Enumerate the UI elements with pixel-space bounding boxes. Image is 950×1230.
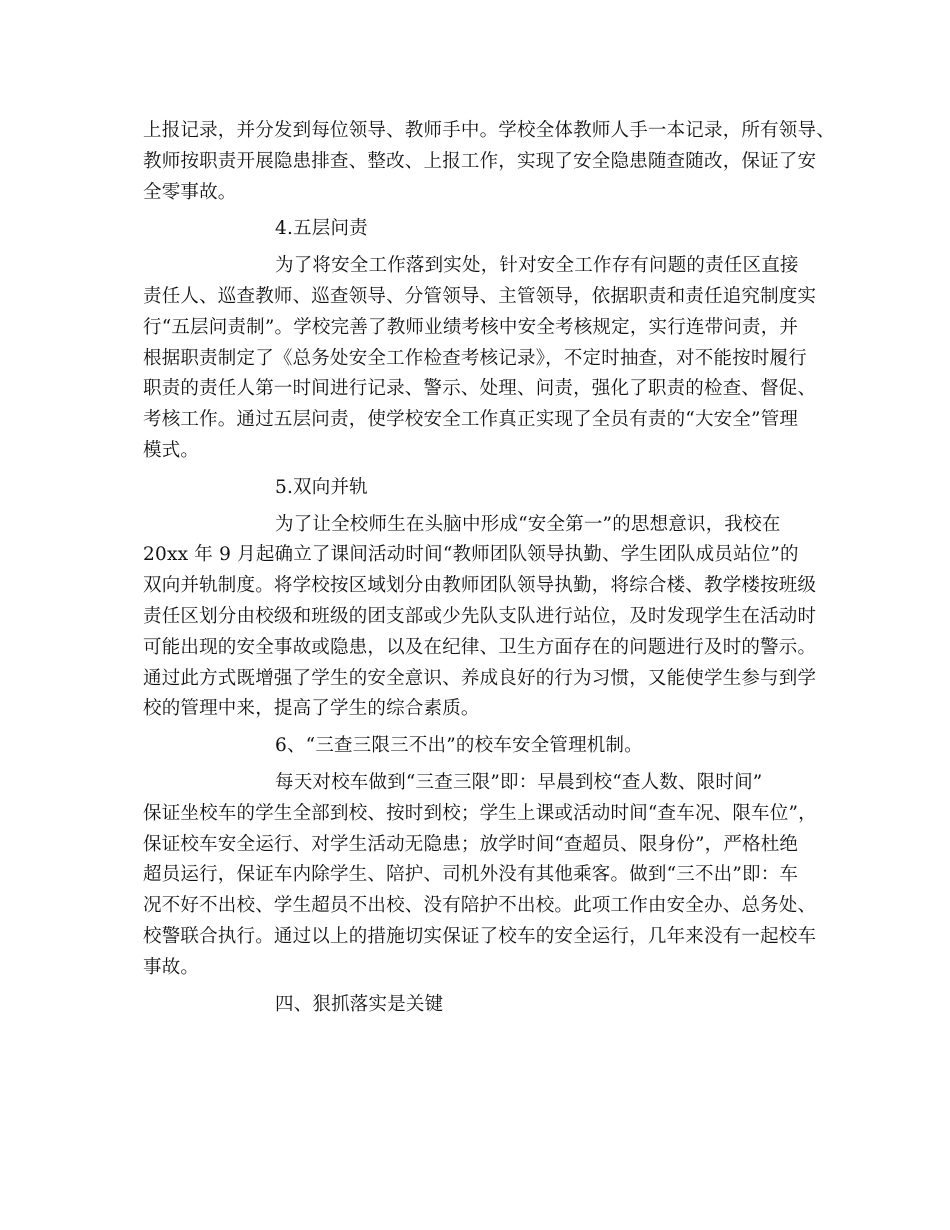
paragraph-line: 校警联合执行。通过以上的措施切实保证了校车的安全运行，几年来没有一起校车 xyxy=(143,925,817,947)
paragraph-line: 责任区划分由校级和班级的团支部或少先队支队进行站位，及时发现学生在活动时 xyxy=(143,605,817,627)
paragraph-line: 事故。 xyxy=(143,956,200,978)
paragraph-line: 模式。 xyxy=(143,439,200,461)
section-heading-4: 4.五层问责 xyxy=(275,218,368,240)
paragraph-line: 保证校车安全运行、对学生活动无隐患；放学时间“查超员、限身份”，严格杜绝 xyxy=(143,833,799,855)
paragraph-line: 责任人、巡查教师、巡查领导、分管领导、主管领导，依据职责和责任追究制度实 xyxy=(143,285,817,307)
paragraph-line: 根据职责制定了《总务处安全工作检查考核记录》，不定时抽查，对不能按时履行 xyxy=(143,347,807,369)
paragraph-line: 为了让全校师生在头脑中形成“安全第一”的思想意识，我校在 xyxy=(275,513,781,535)
paragraph-line: 双向并轨制度。将学校按区域划分由教师团队领导执勤，将综合楼、教学楼按班级 xyxy=(143,575,817,597)
paragraph-line: 可能出现的安全事故或隐患，以及在纪律、卫生方面存在的问题进行及时的警示。 xyxy=(143,636,817,658)
section-heading-5: 5.双向并轨 xyxy=(275,476,368,498)
paragraph-line: 20xx 年 9 月起确立了课间活动时间“教师团队领导执勤、学生团队成员站位”的 xyxy=(143,544,799,566)
paragraph-line: 职责的责任人第一时间进行记录、警示、处理、问责，强化了职责的检查、督促、 xyxy=(143,378,817,400)
paragraph-line: 行“五层问责制”。学校完善了教师业绩考核中安全考核规定，实行连带问责，并 xyxy=(143,316,799,338)
section-heading-four: 四、狠抓落实是关键 xyxy=(275,993,444,1015)
paragraph-line: 全零事故。 xyxy=(143,181,237,203)
section-heading-6: 6、“三查三限三不出”的校车安全管理机制。 xyxy=(275,735,643,757)
paragraph-line: 校的管理中来，提高了学生的综合素质。 xyxy=(143,698,480,720)
paragraph-line: 考核工作。通过五层问责，使学校安全工作真正实现了全员有责的“大安全”管理 xyxy=(143,409,799,431)
paragraph-line: 每天对校车做到“三查三限”即：早晨到校“查人数、限时间” xyxy=(275,771,763,793)
paragraph-line: 教师按职责开展隐患排查、整改、上报工作，实现了安全隐患随查随改，保证了安 xyxy=(143,150,817,172)
document-body xyxy=(143,116,835,1020)
paragraph-line: 上报记录，并分发到每位领导、教师手中。学校全体教师人手一本记录，所有领导、 xyxy=(143,120,835,141)
paragraph-line: 为了将安全工作落到实处，针对安全工作存有问题的责任区直接 xyxy=(275,255,799,277)
paragraph-line: 超员运行，保证车内除学生、陪护、司机外没有其他乘客。做到“三不出”即：车 xyxy=(143,864,799,886)
paragraph-line: 保证坐校车的学生全部到校、按时到校；学生上课或活动时间“查车况、限车位”， xyxy=(143,802,817,824)
paragraph-line: 况不好不出校、学生超员不出校、没有陪护不出校。此项工作由安全办、总务处、 xyxy=(143,895,817,917)
paragraph-line: 通过此方式既增强了学生的安全意识、养成良好的行为习惯，又能使学生参与到学 xyxy=(143,667,817,689)
